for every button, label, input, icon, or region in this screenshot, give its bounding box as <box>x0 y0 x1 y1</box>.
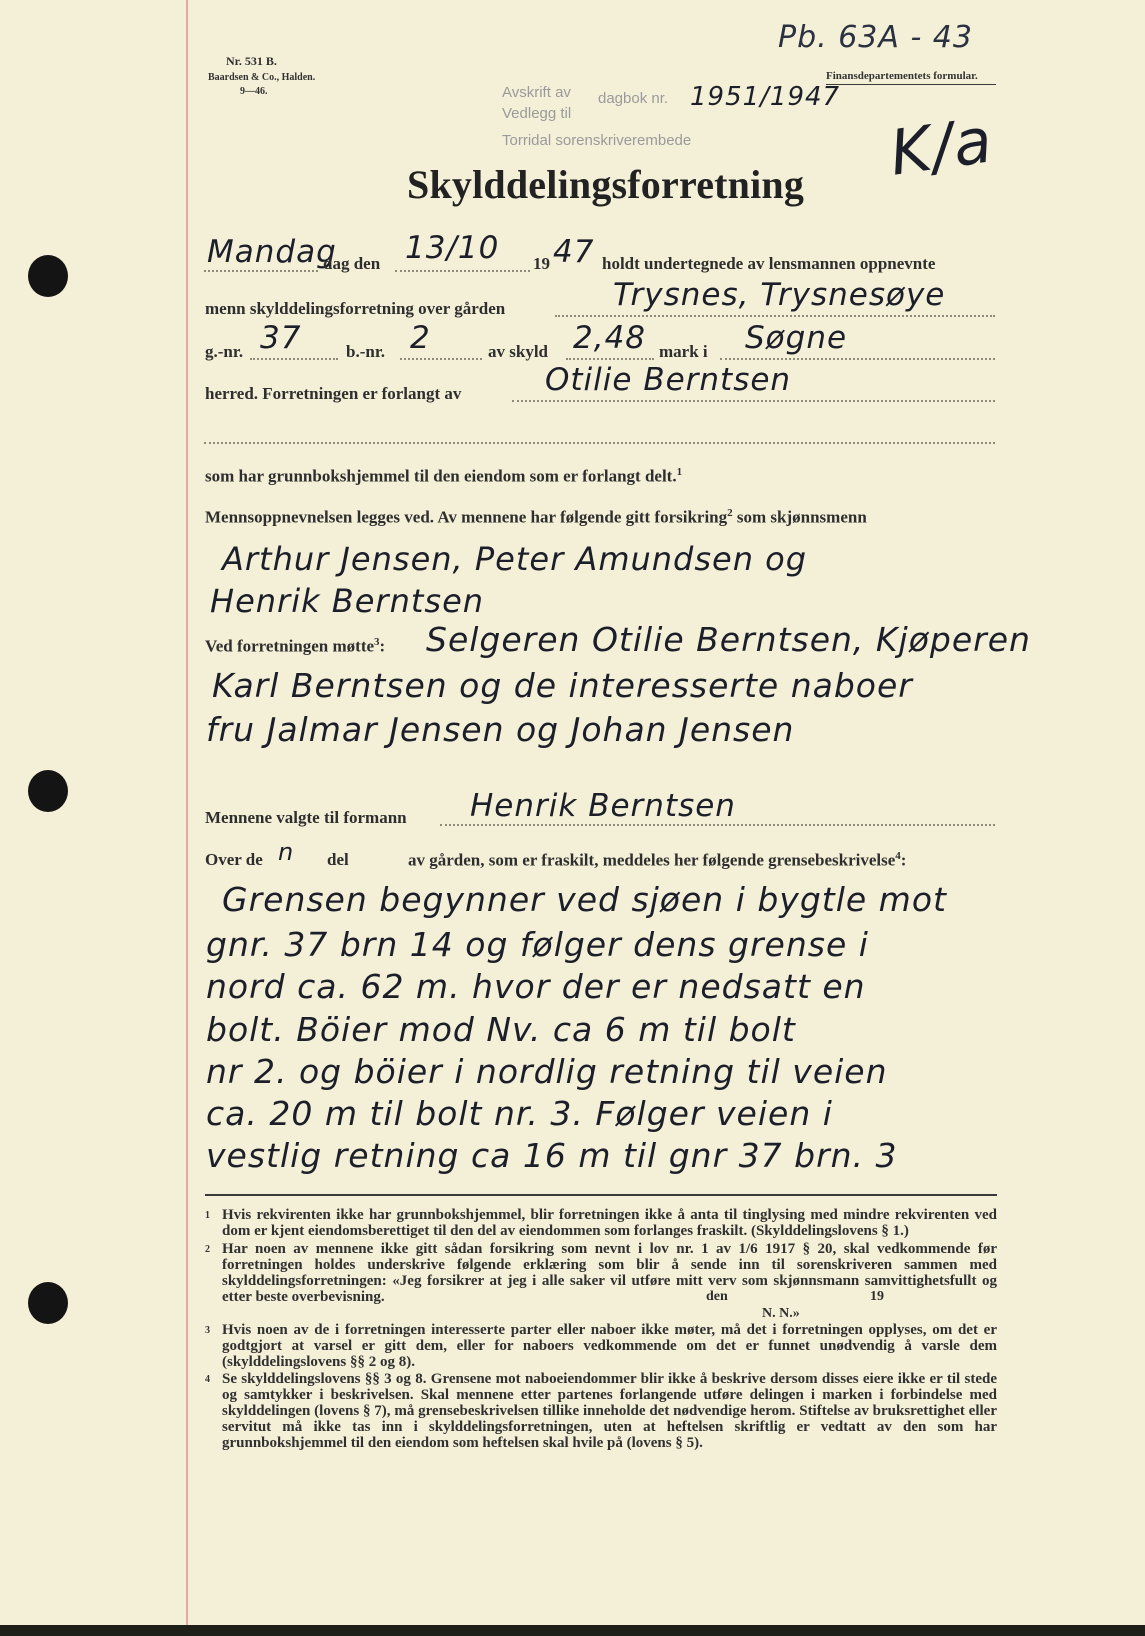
men-line-1: Arthur Jensen, Peter Amundsen og <box>222 540 808 578</box>
archive-reference: Pb. 63A - 43 <box>778 20 973 55</box>
punch-hole <box>28 255 68 297</box>
journal-number: 1951/1947 <box>690 82 841 112</box>
printer-name: Baardsen & Co., Halden. <box>208 72 316 83</box>
dotted-line <box>440 824 995 826</box>
ministry-underline <box>826 84 996 85</box>
stamp-line-1b: dagbok nr. <box>598 90 669 107</box>
chairman-name: Henrik Berntsen <box>470 788 736 824</box>
dotted-line <box>204 270 318 272</box>
attended-label: Ved forretningen møtte$^3$: <box>205 636 386 656</box>
footnote-rule <box>205 1194 997 1196</box>
gnr-value: 37 <box>260 320 302 356</box>
chairman-label: Mennene valgte til formann <box>205 808 407 827</box>
dotted-line <box>566 358 654 360</box>
punch-hole <box>28 770 68 812</box>
over-handwritten: n <box>278 838 295 866</box>
description-line: ca. 20 m til bolt nr. 3. Følger veien i <box>206 1094 833 1133</box>
dotted-line <box>512 400 995 402</box>
men-line-2: Henrik Berntsen <box>210 582 485 620</box>
attended-line-3: fru Jalmar Jensen og Johan Jensen <box>206 710 795 749</box>
dotted-line <box>400 358 482 360</box>
punch-hole <box>28 1282 68 1324</box>
requested-label: herred. Forretningen er forlangt av <box>205 384 462 403</box>
description-line: vestlig retning ca 16 m til gnr 37 brn. 3 <box>206 1136 898 1175</box>
document-title: Skylddelingsforretning <box>407 162 805 207</box>
farm-name: Trysnes, Trysnesøye <box>613 277 946 313</box>
margin-line <box>186 0 188 1625</box>
over-label-c: av gården, som er fraskilt, meddeles her følgende grensebeskrivelse$^4$: <box>408 850 907 870</box>
ministry-form-label: Finansdepartementets formular. <box>826 70 978 82</box>
over-label-a: Over de <box>205 850 263 869</box>
description-line: Grensen begynner ved sjøen i bygtle mot <box>222 880 947 919</box>
footnote-number: 4 <box>205 1374 210 1385</box>
footnote-number: 2 <box>205 1244 210 1255</box>
description-line: nord ca. 62 m. hvor der er nedsatt en <box>206 967 866 1006</box>
dotted-line <box>250 358 338 360</box>
line1-text: holdt undertegnede av lensmannen oppnevnte <box>602 254 936 273</box>
initials: K/a <box>885 103 998 190</box>
stamp-line-3: Torridal sorenskriverembede <box>502 132 692 149</box>
dotted-line <box>395 270 530 272</box>
footnote-number: 3 <box>205 1325 210 1336</box>
footnote-4: Se skylddelingslovens §§ 3 og 8. Grensene mot naboeiendommer blir ikke å beskrive dersom disses eiere ikke er til stede og samtykker i beskrivelsen. Skal mennene etter partenes forlangende utføre delingen i marken i forbindelse med skylddelingen (lovens § 7), må grensebeskrivelsen tillike inneholde det nødvendige herom. Stiftelse av bruksrettighet eller servitut må ikke tas inn i skylddelingsforretningen, uten at heftelsen skriftlig er vedtatt av den som har grunnbokshjemmel til den eiendom som heftelsen skal hvile på (lovens § 5). <box>222 1371 997 1451</box>
attended-line-2: Karl Berntsen og de interesserte naboer <box>212 666 913 705</box>
stamp-line-2: Vedlegg til <box>502 105 572 122</box>
description-line: gnr. 37 brn 14 og følger dens grense i <box>206 925 869 964</box>
description-line: nr 2. og böier i nordlig retning til veien <box>206 1052 888 1091</box>
dotted-line <box>555 315 995 317</box>
requested-by: Otilie Berntsen <box>545 362 792 398</box>
footnote-2-den: den <box>706 1289 728 1304</box>
grunnbok-line: som har grunnbokshjemmel til den eiendom som er forlangt delt.$^1$ <box>205 466 683 486</box>
skyld-value: 2,48 <box>573 320 647 356</box>
date-value: 13/10 <box>405 230 500 266</box>
oppnevnelse-line: Mennsoppnevnelsen legges ved. Av mennene har følgende gitt forsikring$^2$ som skjønnsmenn <box>205 507 867 527</box>
dotted-line <box>204 442 995 444</box>
footnote-3: Hvis noen av de i forretningen interesserte parter eller naboer ikke møter, må det i forretningen opplyses, om det er godtgjort at varsel er gitt dem, eller for naboers vedkommende om det er funnet unødvendig å varsle dem (skylddelingslovens §§ 2 og 8). <box>222 1322 997 1370</box>
year-suffix: 47 <box>553 234 595 270</box>
footnote-2: Har noen av mennene ikke gitt sådan forsikring som nevnt i lov nr. 1 av 1/6 1917 § 20, skal vedkommende før forretningen holdes underskrive følgende erklæring som blir å sende inn til sorenskriveren sammen med skylddelingsforretningen: «Jeg forsikrer at jeg i alle saker vil utføre mitt verv som skjønnsmann samvittighetsfullt og etter beste overbevisning. <box>222 1241 997 1305</box>
attended-line-1: Selgeren Otilie Berntsen, Kjøperen <box>426 620 1031 659</box>
municipality: Søgne <box>745 320 848 356</box>
weekday: Mandag <box>207 234 337 270</box>
footnote-2-signature: N. N.» <box>762 1306 800 1321</box>
print-date: 9—46. <box>240 86 268 97</box>
footnote-1: Hvis rekvirenten ikke har grunnbokshjemmel, blir forretningen ikke å anta til tinglysing med mindre rekvirenten ved dom er kjent eiendomsberettiget til den del av eiendommen som forlanges fraskilt. (Skylddelingslovens § 1.) <box>222 1207 997 1239</box>
bnr-label: b.-nr. <box>346 342 386 361</box>
dotted-line <box>720 358 995 360</box>
form-number: Nr. 531 B. <box>226 54 277 68</box>
mark-label: mark i <box>659 342 708 361</box>
year-prefix: 19 <box>533 254 550 273</box>
over-label-b: del <box>327 850 349 869</box>
stamp-line-1: Avskrift av <box>502 84 571 101</box>
dag-den-label: dag den <box>323 254 381 273</box>
bnr-value: 2 <box>410 320 431 356</box>
footnote-number: 1 <box>205 1210 210 1221</box>
description-line: bolt. Böier mod Nv. ca 6 m til bolt <box>206 1010 796 1049</box>
skyld-label: av skyld <box>488 342 548 361</box>
footnote-2-year: 19 <box>870 1289 884 1304</box>
farm-label: menn skylddelingsforretning over gården <box>205 299 506 318</box>
gnr-label: g.-nr. <box>205 342 244 361</box>
